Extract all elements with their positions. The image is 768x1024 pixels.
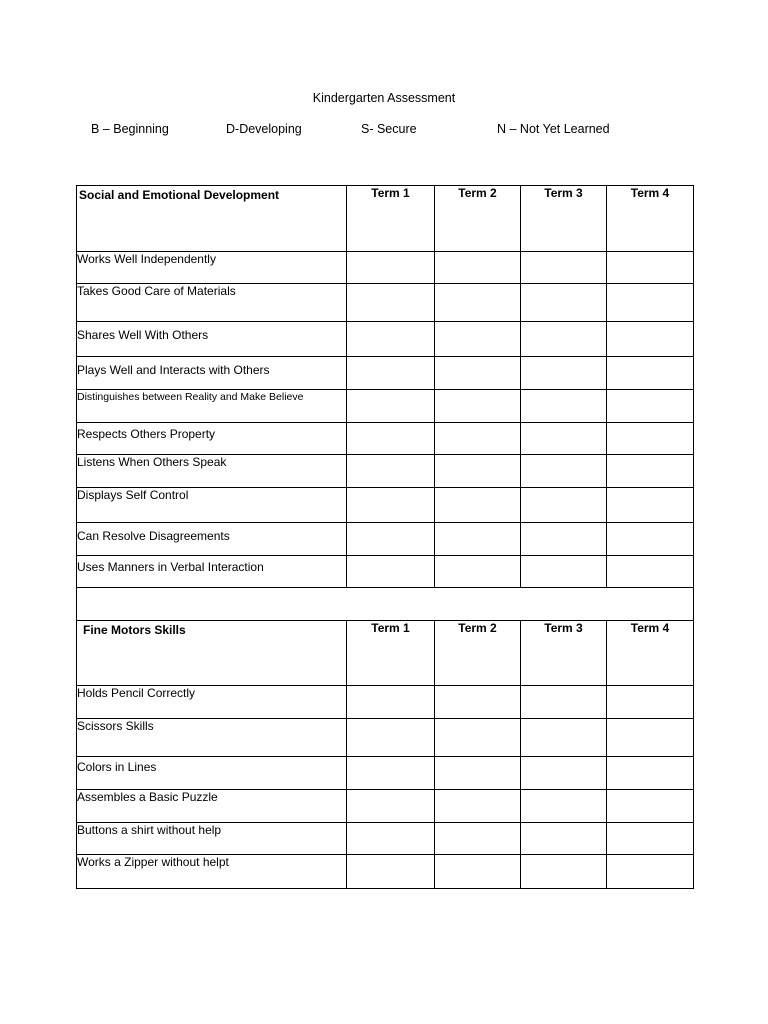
table-row <box>77 390 694 423</box>
term-cell[interactable] <box>521 390 607 423</box>
term-cell[interactable] <box>347 252 435 284</box>
row-label: Scissors Skills <box>77 719 347 757</box>
term-cell[interactable] <box>435 823 521 855</box>
term-cell[interactable] <box>435 556 521 588</box>
term-cell[interactable] <box>521 823 607 855</box>
term-cell[interactable] <box>607 855 694 889</box>
row-label: Displays Self Control <box>77 488 347 523</box>
term-cell[interactable] <box>435 423 521 455</box>
term-2-header: Term 2 <box>435 186 521 252</box>
row-label: Assembles a Basic Puzzle <box>77 790 347 823</box>
table-row <box>77 855 694 889</box>
term-4-header: Term 4 <box>607 621 694 686</box>
section-spacer-row <box>77 588 694 621</box>
section-header-fine-motor <box>77 621 694 686</box>
term-cell[interactable] <box>435 757 521 790</box>
term-cell[interactable] <box>347 855 435 889</box>
section-heading-social: Social and Emotional Development <box>77 186 347 252</box>
assessment-table <box>76 185 694 889</box>
term-cell[interactable] <box>521 455 607 488</box>
term-cell[interactable] <box>347 556 435 588</box>
term-cell[interactable] <box>435 855 521 889</box>
term-cell[interactable] <box>607 423 694 455</box>
row-label: Works a Zipper without helpt <box>77 855 347 889</box>
legend-secure: S- Secure <box>361 122 417 136</box>
term-cell[interactable] <box>521 686 607 719</box>
row-label: Holds Pencil Correctly <box>77 686 347 719</box>
term-cell[interactable] <box>521 252 607 284</box>
term-cell[interactable] <box>521 423 607 455</box>
spacer-cell <box>77 588 694 621</box>
term-cell[interactable] <box>607 488 694 523</box>
legend-developing: D-Developing <box>226 122 302 136</box>
table-row <box>77 488 694 523</box>
term-cell[interactable] <box>347 357 435 390</box>
term-cell[interactable] <box>347 390 435 423</box>
term-cell[interactable] <box>435 686 521 719</box>
term-cell[interactable] <box>607 757 694 790</box>
section-heading-fine-motor: Fine Motors Skills <box>77 621 347 686</box>
legend-beginning: B – Beginning <box>91 122 169 136</box>
table-row <box>77 252 694 284</box>
term-cell[interactable] <box>607 322 694 357</box>
table-row <box>77 284 694 322</box>
table-row <box>77 686 694 719</box>
term-cell[interactable] <box>607 455 694 488</box>
term-cell[interactable] <box>347 757 435 790</box>
table-row <box>77 823 694 855</box>
term-cell[interactable] <box>607 823 694 855</box>
table-row <box>77 455 694 488</box>
term-cell[interactable] <box>521 719 607 757</box>
row-label: Respects Others Property <box>77 423 347 455</box>
term-cell[interactable] <box>435 790 521 823</box>
term-cell[interactable] <box>607 790 694 823</box>
term-cell[interactable] <box>435 322 521 357</box>
row-label: Plays Well and Interacts with Others <box>77 357 347 390</box>
term-1-header: Term 1 <box>347 621 435 686</box>
table-row <box>77 757 694 790</box>
section-header-social <box>77 186 694 252</box>
term-cell[interactable] <box>607 686 694 719</box>
term-cell[interactable] <box>607 284 694 322</box>
term-cell[interactable] <box>435 284 521 322</box>
term-cell[interactable] <box>435 252 521 284</box>
table-row <box>77 423 694 455</box>
term-cell[interactable] <box>435 357 521 390</box>
term-3-header: Term 3 <box>521 621 607 686</box>
term-cell[interactable] <box>435 523 521 556</box>
row-label: Can Resolve Disagreements <box>77 523 347 556</box>
row-label: Colors in Lines <box>77 757 347 790</box>
term-cell[interactable] <box>347 790 435 823</box>
term-cell[interactable] <box>521 757 607 790</box>
term-cell[interactable] <box>347 455 435 488</box>
term-cell[interactable] <box>521 488 607 523</box>
row-label: Takes Good Care of Materials <box>77 284 347 322</box>
row-label: Listens When Others Speak <box>77 455 347 488</box>
term-cell[interactable] <box>607 556 694 588</box>
term-cell[interactable] <box>521 855 607 889</box>
term-cell[interactable] <box>521 322 607 357</box>
term-cell[interactable] <box>521 357 607 390</box>
term-3-header: Term 3 <box>521 186 607 252</box>
term-cell[interactable] <box>435 455 521 488</box>
term-cell[interactable] <box>347 686 435 719</box>
term-cell[interactable] <box>435 719 521 757</box>
term-cell[interactable] <box>521 556 607 588</box>
table-row <box>77 556 694 588</box>
term-cell[interactable] <box>347 284 435 322</box>
term-cell[interactable] <box>347 322 435 357</box>
row-label: Shares Well With Others <box>77 322 347 357</box>
term-cell[interactable] <box>347 823 435 855</box>
table-row <box>77 790 694 823</box>
term-cell[interactable] <box>521 790 607 823</box>
table-row <box>77 322 694 357</box>
term-cell[interactable] <box>607 390 694 423</box>
row-label: Distinguishes between Reality and Make Believe <box>77 390 347 423</box>
term-cell[interactable] <box>607 523 694 556</box>
term-cell[interactable] <box>435 488 521 523</box>
term-cell[interactable] <box>435 390 521 423</box>
term-cell[interactable] <box>347 523 435 556</box>
term-cell[interactable] <box>347 423 435 455</box>
term-1-header: Term 1 <box>347 186 435 252</box>
table-row <box>77 523 694 556</box>
term-4-header: Term 4 <box>607 186 694 252</box>
term-cell[interactable] <box>607 357 694 390</box>
table-row <box>77 357 694 390</box>
term-cell[interactable] <box>521 523 607 556</box>
term-cell[interactable] <box>521 284 607 322</box>
row-label: Buttons a shirt without help <box>77 823 347 855</box>
term-cell[interactable] <box>347 488 435 523</box>
term-cell[interactable] <box>607 252 694 284</box>
legend-not-yet-learned: N – Not Yet Learned <box>497 122 610 136</box>
term-cell[interactable] <box>607 719 694 757</box>
row-label: Uses Manners in Verbal Interaction <box>77 556 347 588</box>
term-cell[interactable] <box>347 719 435 757</box>
table-row <box>77 719 694 757</box>
row-label: Works Well Independently <box>77 252 347 284</box>
page-title: Kindergarten Assessment <box>312 91 456 105</box>
term-2-header: Term 2 <box>435 621 521 686</box>
